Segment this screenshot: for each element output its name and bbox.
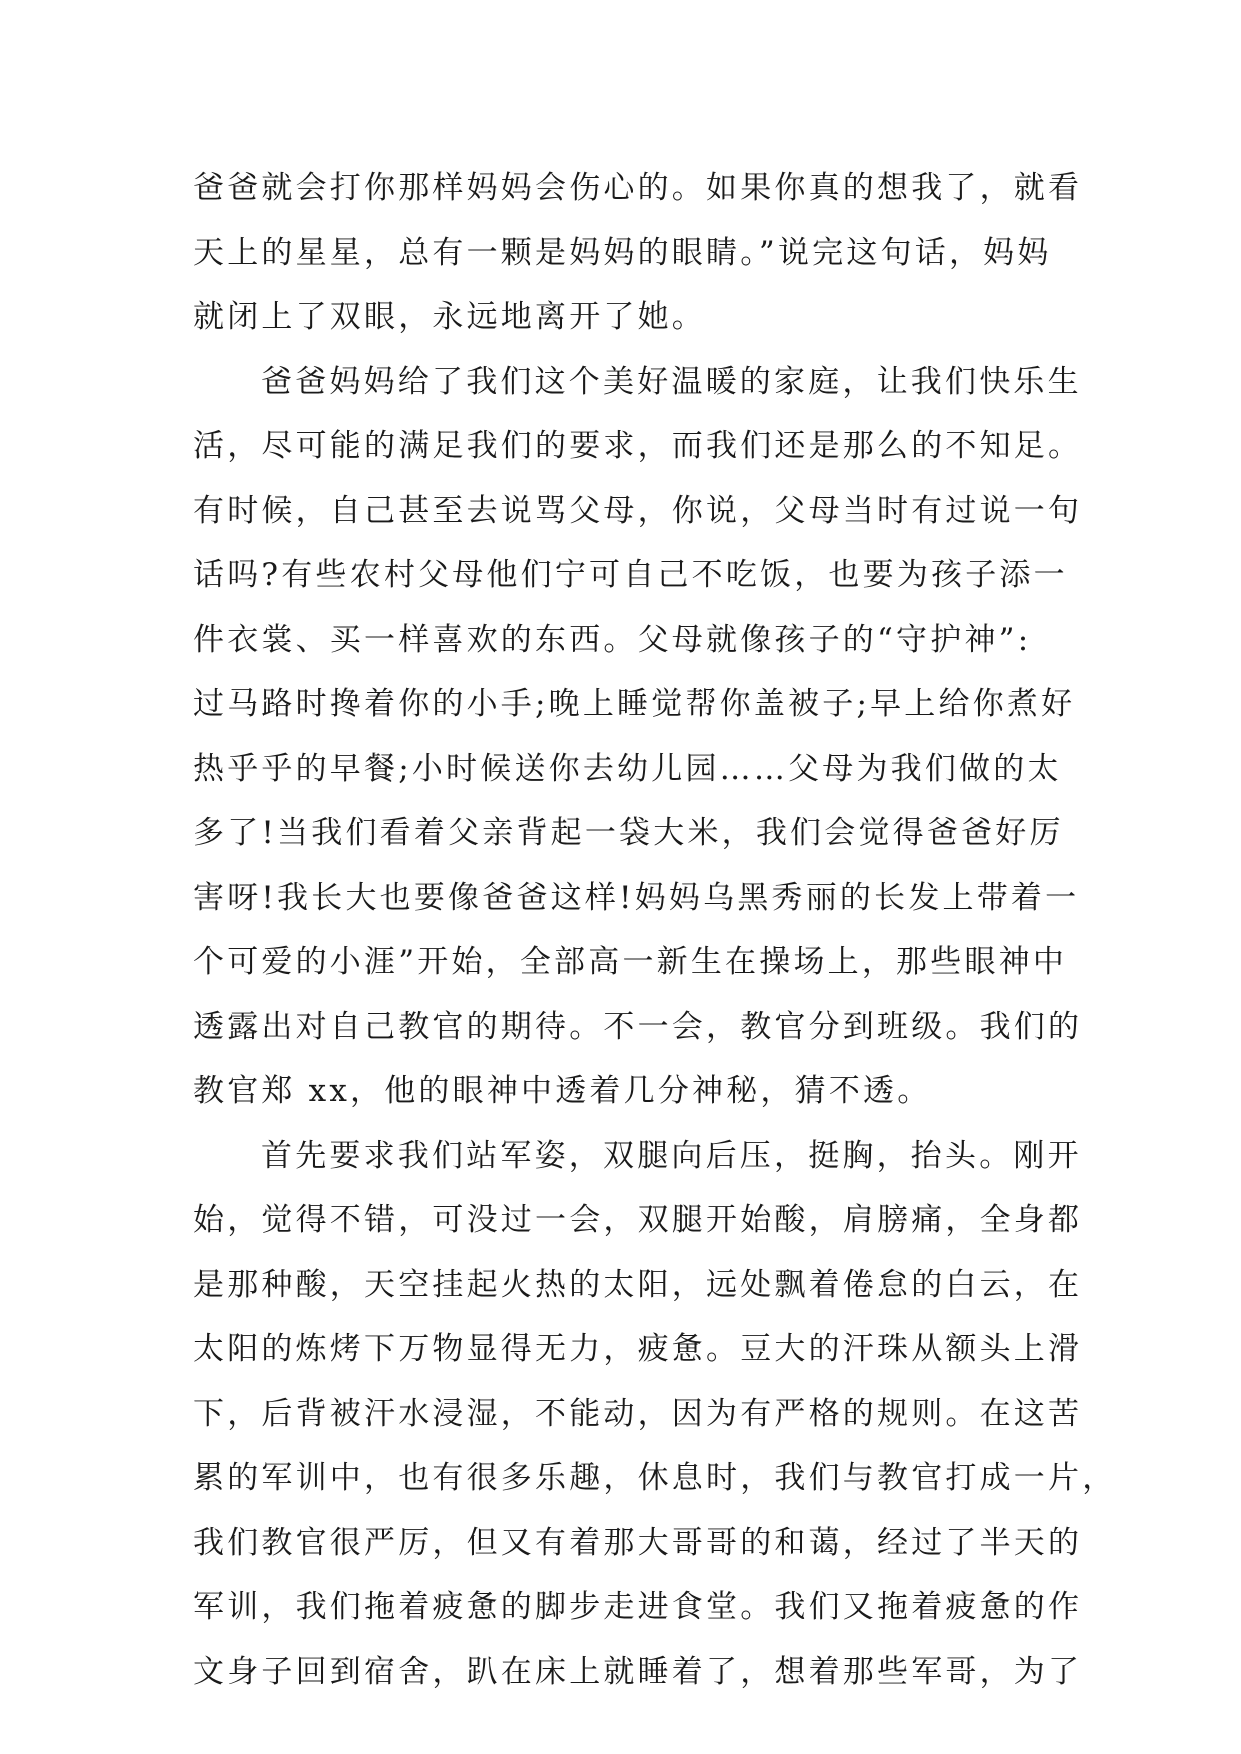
text-line: 活，尽可能的满足我们的要求，而我们还是那么的不知足。 [193,428,1083,464]
text-line: 我们教官很严厉，但又有着那大哥哥的和蔼，经过了半天的 [193,1524,1083,1561]
text-line: 话吗?有些农村父母他们宁可自己不吃饭，也要为孩子添一 [193,557,1068,593]
text-line: 有时候，自己甚至去说骂父母，你说，父母当时有过说一句 [193,492,1083,529]
text-line: 个可爱的小涯”开始，全部高一新生在操场上，那些眼神中 [193,944,1068,980]
text-line: 多了!当我们看着父亲背起一袋大米，我们会觉得爸爸好厉 [193,815,1064,851]
text-line: 文身子回到宿舍，趴在床上就睡着了，想着那些军哥，为了 [193,1653,1083,1690]
text-line: 天上的星星，总有一颗是妈妈的眼睛。”说完这句话，妈妈 [193,234,1052,271]
text-line: 是那种酸，天空挂起火热的太阳，远处飘着倦怠的白云，在 [193,1266,1083,1303]
text-line: 始，觉得不错，可没过一会，双腿开始酸，肩膀痛，全身都 [193,1202,1083,1238]
text-line: 就闭上了双眼，永远地离开了她。 [193,299,706,335]
paragraph-first-line: 爸爸妈妈给了我们这个美好温暖的家庭，让我们快乐生 [261,363,1082,400]
text-line: 害呀!我长大也要像爸爸这样!妈妈乌黑秀丽的长发上带着一 [193,879,1080,916]
text-line: 件衣裳、买一样喜欢的东西。父母就像孩子的“守护神”: [193,621,1032,658]
text-line: 太阳的炼烤下万物显得无力，疲惫。豆大的汗珠从额头上滑 [193,1331,1083,1367]
text-line: 累的军训中，也有很多乐趣，休息时，我们与教官打成一片， [193,1460,1117,1496]
text-line: 教官郑 xx，他的眼神中透着几分神秘，猜不透。 [193,1073,932,1109]
text-line: 下，后背被汗水浸湿，不能动，因为有严格的规则。在这苦 [193,1395,1083,1432]
text-line: 军训，我们拖着疲惫的脚步走进食堂。我们又拖着疲惫的作 [193,1589,1083,1625]
document-body [193,156,1117,1704]
paragraph-first-line: 首先要求我们站军姿，双腿向后压，挺胸，抬头。刚开 [261,1137,1082,1174]
text-line: 透露出对自己教官的期待。不一会，教官分到班级。我们的 [193,1008,1083,1045]
text-line: 热乎乎的早餐;小时候送你去幼儿园……父母为我们做的太 [193,750,1062,787]
text-line: 爸爸就会打你那样妈妈会伤心的。如果你真的想我了，就看 [193,170,1083,206]
text-line: 过马路时搀着你的小手;晚上睡觉帮你盖被子;早上给你煮好 [193,686,1076,722]
